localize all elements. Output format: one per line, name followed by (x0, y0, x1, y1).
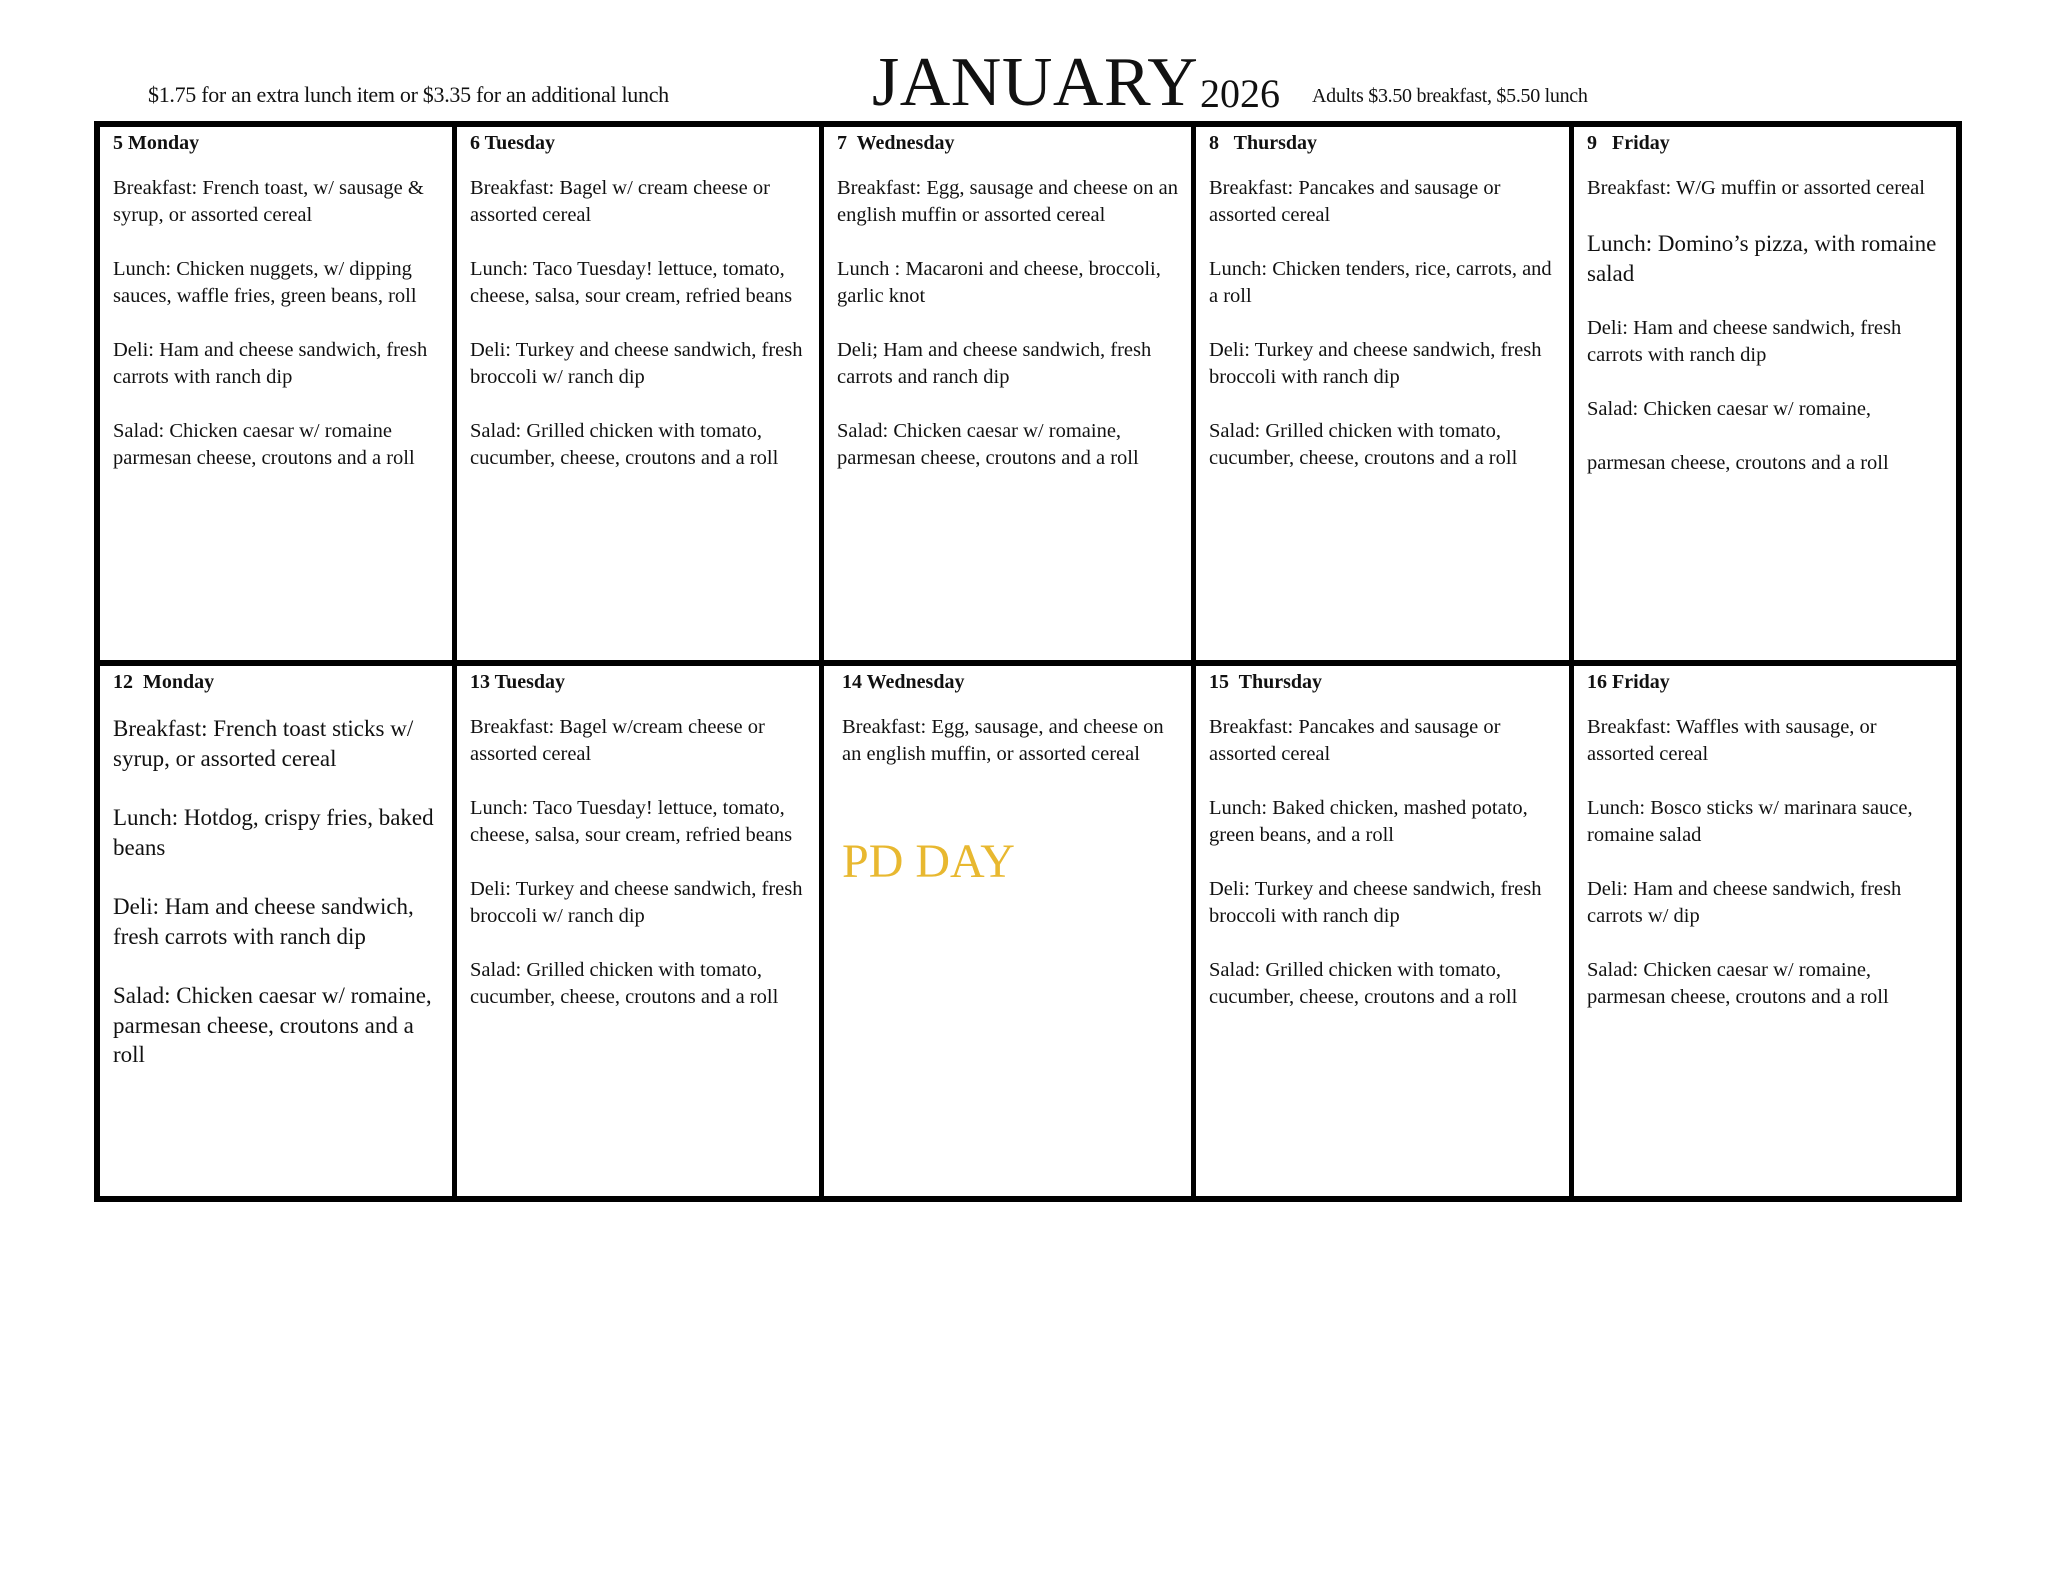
extra-lunch-price-note: $1.75 for an extra lunch item or $3.35 for an additional lunch (148, 82, 669, 107)
breakfast-item: Breakfast: Bagel w/ cream cheese or assorted cereal (470, 177, 770, 226)
breakfast-item: Breakfast: French toast sticks w/ syrup, or assorted cereal (113, 716, 414, 771)
salad-item-continued: parmesan cheese, croutons and a roll (1587, 452, 1889, 474)
deli-item: Deli: Ham and cheese sandwich, fresh carrots w/ dip (1587, 878, 1902, 927)
salad-item: Salad: Chicken caesar w/ romaine, (1587, 398, 1872, 420)
day-heading: 5 Monday (113, 132, 200, 154)
deli-item: Deli: Turkey and cheese sandwich, fresh broccoli with ranch dip (1209, 878, 1542, 927)
breakfast-item: Breakfast: Egg, sausage and cheese on an english muffin or assorted cereal (837, 177, 1178, 226)
breakfast-item: Breakfast: Waffles with sausage, or assorted cereal (1587, 716, 1877, 765)
salad-item: Salad: Grilled chicken with tomato, cucumber, cheese, croutons and a roll (470, 420, 779, 469)
breakfast-item: Breakfast: Bagel w/cream cheese or assorted cereal (470, 716, 765, 765)
deli-item: Deli: Ham and cheese sandwich, fresh carrots with ranch dip (113, 339, 428, 388)
salad-item: Salad: Chicken caesar w/ romaine, parmesan cheese, croutons and a roll (837, 420, 1139, 469)
salad-item: Salad: Grilled chicken with tomato, cucumber, cheese, croutons and a roll (1209, 420, 1518, 469)
breakfast-item: Breakfast: Pancakes and sausage or assorted cereal (1209, 177, 1501, 226)
salad-item: Salad: Grilled chicken with tomato, cucumber, cheese, croutons and a roll (470, 959, 779, 1008)
lunch-item: Lunch: Domino’s pizza, with romaine salad (1587, 231, 1937, 286)
day-cell-jan-12 (100, 666, 452, 1196)
year-label: 2026 (1200, 71, 1280, 116)
day-heading: 7 Wednesday (837, 132, 955, 154)
breakfast-item: Breakfast: French toast, w/ sausage & syrup, or assorted cereal (113, 177, 424, 226)
day-cell-jan-15 (1196, 666, 1569, 1196)
day-cell-jan-13 (457, 666, 819, 1196)
day-cell-jan-8 (1196, 127, 1569, 660)
deli-item: Deli; Ham and cheese sandwich, fresh carrots and ranch dip (837, 339, 1152, 388)
salad-item: Salad: Chicken caesar w/ romaine, parmesan cheese, croutons and a roll (113, 983, 432, 1067)
breakfast-item: Breakfast: Egg, sausage, and cheese on an english muffin, or assorted cereal (842, 716, 1164, 765)
day-cell-jan-6 (457, 127, 819, 660)
deli-item: Deli: Turkey and cheese sandwich, fresh broccoli w/ ranch dip (470, 878, 803, 927)
pd-day-note: PD DAY (842, 835, 1015, 888)
breakfast-item: Breakfast: W/G muffin or assorted cereal (1587, 177, 1925, 199)
day-heading: 12 Monday (113, 671, 215, 693)
adult-price-note: Adults $3.50 breakfast, $5.50 lunch (1312, 85, 1588, 107)
lunch-item: Lunch: Bosco sticks w/ marinara sauce, romaine salad (1587, 797, 1913, 846)
day-heading: 8 Thursday (1209, 132, 1318, 154)
lunch-item: Lunch: Baked chicken, mashed potato, green beans, and a roll (1209, 797, 1528, 846)
day-heading: 14 Wednesday (842, 671, 965, 693)
deli-item: Deli: Turkey and cheese sandwich, fresh broccoli with ranch dip (1209, 339, 1542, 388)
month-title: JANUARY (872, 44, 1199, 121)
menu-calendar-grid (94, 121, 1962, 1202)
deli-item: Deli: Turkey and cheese sandwich, fresh broccoli w/ ranch dip (470, 339, 803, 388)
day-cell-jan-5 (100, 127, 452, 660)
day-cell-jan-14 (824, 666, 1191, 1196)
lunch-item: Lunch : Macaroni and cheese, broccoli, garlic knot (837, 258, 1161, 307)
salad-item: Salad: Chicken caesar w/ romaine, parmesan cheese, croutons and a roll (1587, 959, 1889, 1008)
deli-item: Deli: Ham and cheese sandwich, fresh carrots with ranch dip (113, 894, 414, 949)
deli-item: Deli: Ham and cheese sandwich, fresh carrots with ranch dip (1587, 317, 1902, 366)
day-heading: 15 Thursday (1209, 671, 1323, 693)
lunch-item: Lunch: Hotdog, crispy fries, baked beans (113, 805, 434, 860)
salad-item: Salad: Chicken caesar w/ romaine parmesan cheese, croutons and a roll (113, 420, 415, 469)
day-cell-jan-9 (1574, 127, 1956, 660)
lunch-item: Lunch: Taco Tuesday! lettuce, tomato, cheese, salsa, sour cream, refried beans (470, 797, 793, 846)
salad-item: Salad: Grilled chicken with tomato, cucumber, cheese, croutons and a roll (1209, 959, 1518, 1008)
lunch-item: Lunch: Chicken tenders, rice, carrots, and a roll (1209, 258, 1552, 307)
lunch-item: Lunch: Taco Tuesday! lettuce, tomato, cheese, salsa, sour cream, refried beans (470, 258, 793, 307)
day-heading: 6 Tuesday (470, 132, 556, 154)
day-heading: 9 Friday (1587, 132, 1670, 154)
breakfast-item: Breakfast: Pancakes and sausage or assorted cereal (1209, 716, 1501, 765)
day-cell-jan-16 (1574, 666, 1956, 1196)
day-heading: 13 Tuesday (470, 671, 566, 693)
day-cell-jan-7 (824, 127, 1191, 660)
day-heading: 16 Friday (1587, 671, 1670, 693)
lunch-item: Lunch: Chicken nuggets, w/ dipping sauces, waffle fries, green beans, roll (113, 258, 417, 307)
